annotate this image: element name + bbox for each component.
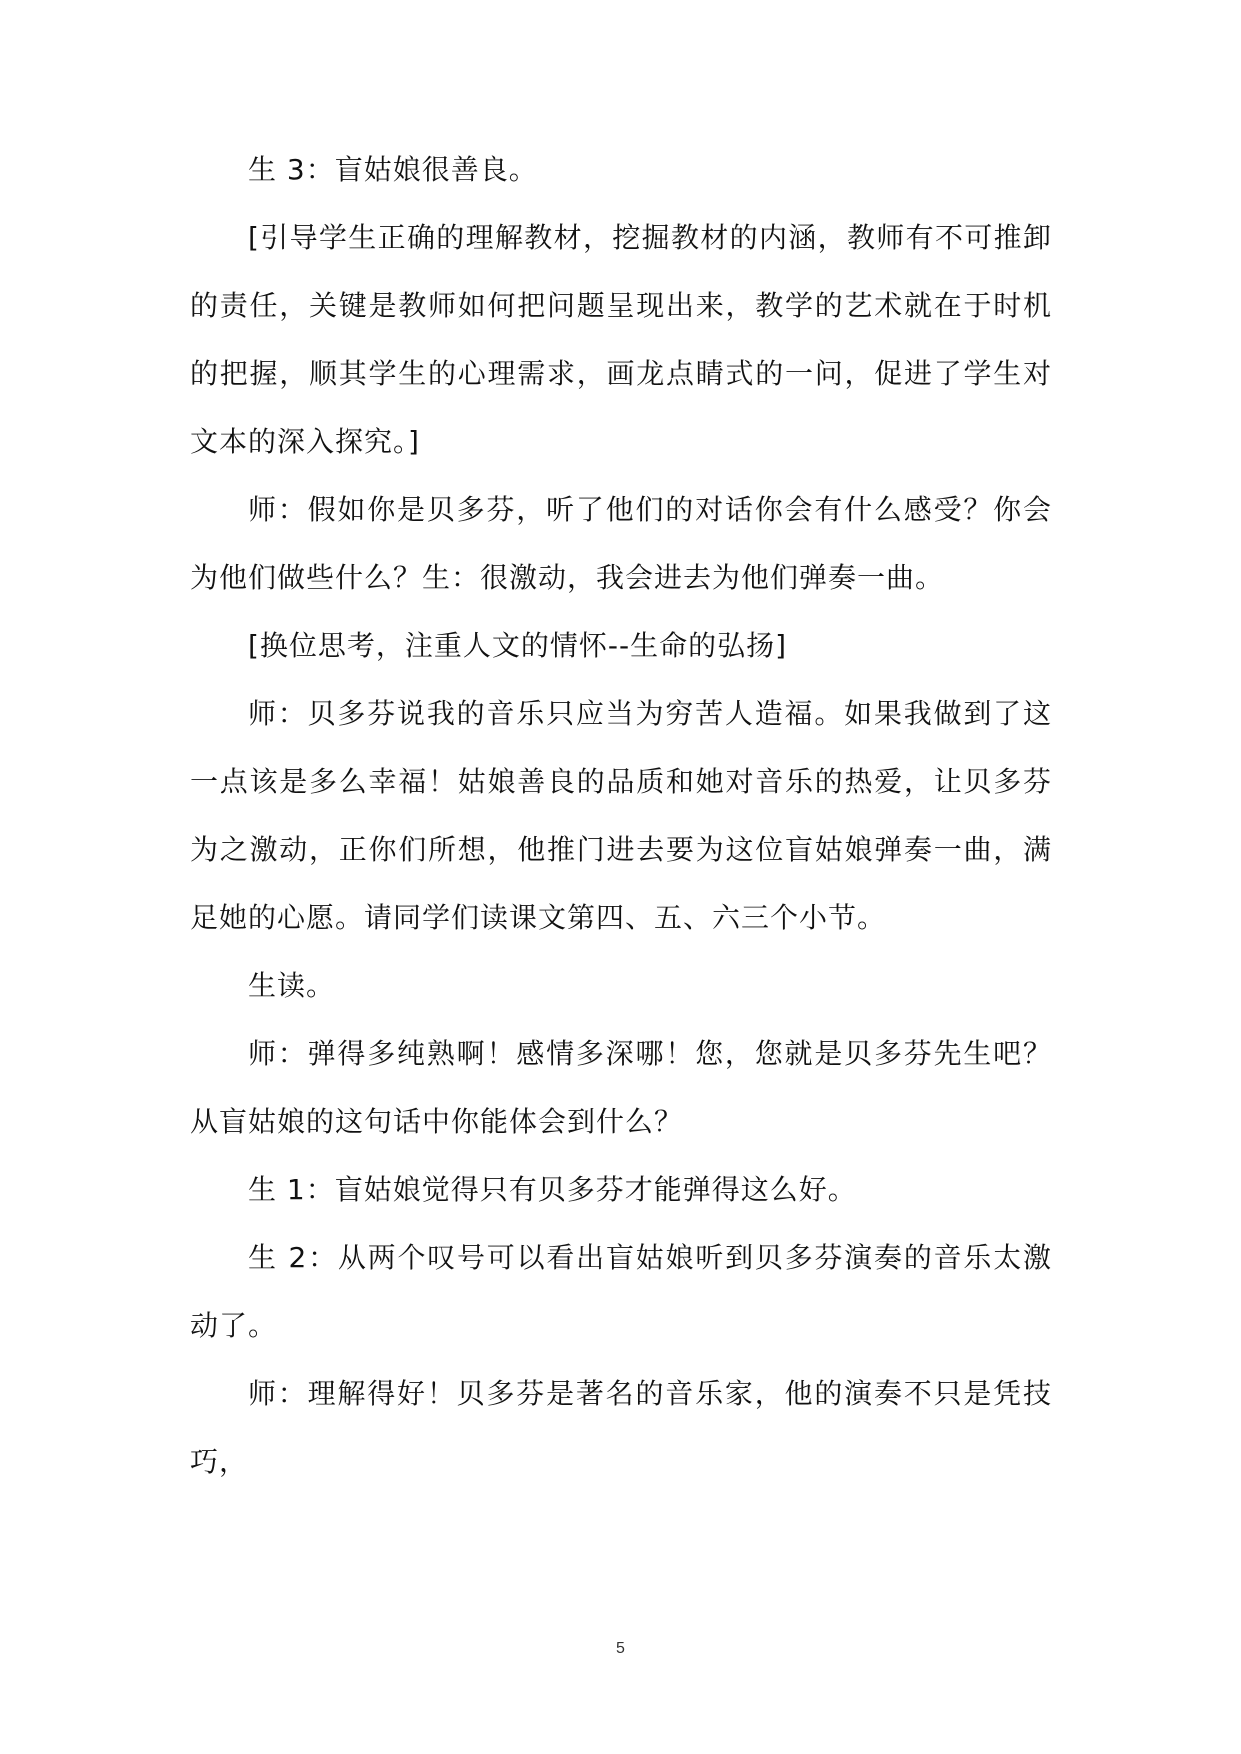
paragraph-student3: 生 3：盲姑娘很善良。 — [248, 153, 538, 186]
paragraph-student1: 生 1：盲姑娘觉得只有贝多芬才能弹得这么好。 — [248, 1173, 857, 1206]
paragraph-teacher-question: 师：假如你是贝多芬，听了他们的对话你会有什么感受？你会为他们做些什么？生：很激动，我会进去为他们弹奏一曲。 — [190, 493, 1052, 594]
paragraph-commentary-guidance: [引导学生正确的理解教材，挖掘教材的内涵，教师有不可推卸的责任，关键是教师如何把问题呈现出来，教学的艺术就在于时机的把握，顺其学生的心理需求，画龙点睛式的一问，促进了学生对文本的深入探究。] — [190, 221, 1052, 458]
paragraph-commentary-empathy: [换位思考，注重人文的情怀--生命的弘扬] — [248, 629, 788, 662]
document-body — [190, 136, 1052, 1496]
paragraph-student2: 生 2：从两个叹号可以看出盲姑娘听到贝多芬演奏的音乐太激动了。 — [190, 1241, 1052, 1342]
paragraph-teacher-beethoven: 师：贝多芬说我的音乐只应当为穷苦人造福。如果我做到了这一点该是多么幸福！姑娘善良的品质和她对音乐的热爱，让贝多芬为之激动，正你们所想，他推门进去要为这位盲姑娘弹奏一曲，满足她的心愿。请同学们读课文第四、五、六三个小节。 — [190, 697, 1052, 934]
paragraph-teacher-quote: 师：弹得多纯熟啊！感情多深哪！您，您就是贝多芬先生吧？从盲姑娘的这句话中你能体会到什么？ — [190, 1037, 1052, 1138]
paragraph-teacher-praise: 师：理解得好！贝多芬是著名的音乐家，他的演奏不只是凭技巧， — [190, 1377, 1052, 1478]
paragraph-students-read: 生读。 — [248, 969, 336, 1002]
page-number: 5 — [616, 1640, 625, 1657]
